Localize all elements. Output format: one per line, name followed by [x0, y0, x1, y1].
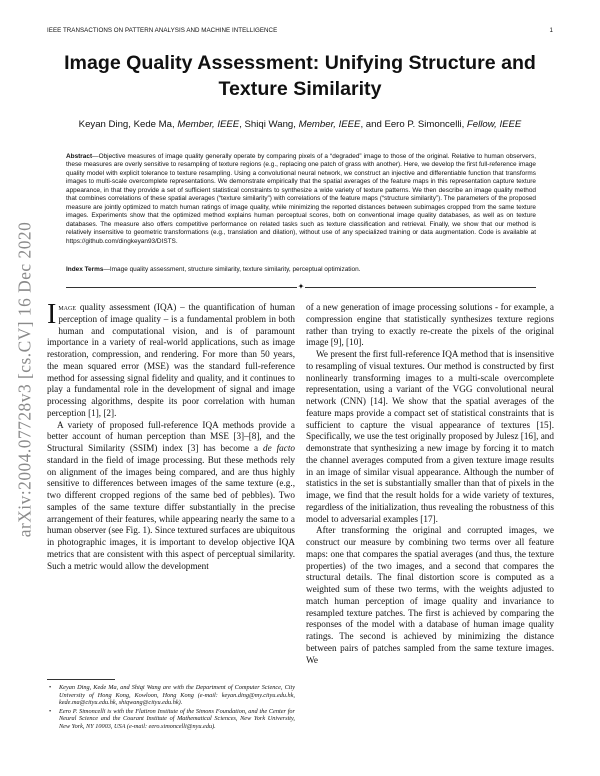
journal-name: IEEE TRANSACTIONS ON PATTERN ANALYSIS AND MACHINE INTELLIGENCE — [47, 27, 278, 34]
separator-diamond-icon: ✦ — [297, 282, 305, 291]
author-group-1: Keyan Ding, Kede Ma, — [78, 119, 178, 130]
abstract — [66, 153, 536, 246]
footnote-item: • Eero P. Simoncelli is with the Flatiron Institute of the Simons Foundation, and the Center for Neural Science and the Courant Institute of Mathematical Sciences, New York University, New York, NY 10003, USA (e-mail: eero.simoncelli@nyu.edu). — [47, 708, 295, 731]
footnote-rule — [47, 679, 115, 680]
author-group-2: , Shiqi Wang, — [239, 119, 299, 130]
intro-paragraph-1-text: quality assessment (IQA) – the quantification of human perception of image quality – is a fundamental problem in both human and computational vision, and is of paramount importance in a variety of real-world applications, such as image restoration, compression, and rendering. For more than 50 years, the mean squared error (MSE) was the standard full-reference method for assessing signal fidelity and quality, and it continues to play a fundamental role in the development of signal and image processing algorithms, despite its poor correlation with human perception [1], [2]. — [47, 302, 295, 418]
intro-paragraph-2-part-b: standard in the field of image processing. But these methods rely on alignment of the images being compared, and are thus highly sensitive to differences between images of the same texture (e.g., two different cropped regions of the same bed of pebbles). Two samples of the same texture differ substantially in the precise arrangement of their features, while appearing nearly the same to a human observer (see Fig. 1). Since textured surfaces are ubiquitous in photographic images, it is important to develop objective IQA metrics that are consistent with this aspect of perceptual similarity. Such a metric would allow the development — [47, 454, 295, 571]
author-role-1: Member, IEEE — [177, 119, 240, 130]
dropcap-letter: I — [47, 299, 57, 330]
arxiv-id: arXiv:2004.07728v3 [cs.CV] 16 Dec 2020 — [14, 221, 35, 537]
right-column — [306, 302, 554, 666]
index-terms-label: Index Terms — [66, 266, 104, 273]
author-role-3: Fellow, IEEE — [466, 119, 522, 130]
author-group-3: , and Eero P. Simoncelli, — [360, 119, 467, 130]
author-footnotes — [47, 684, 295, 731]
abstract-text: —Objective measures of image quality generally operate by comparing pixels of a “degraded” image to those of the original. Relative to human observers, these measures are overly sensitive to resampling of texture regions (e.g., replacing one patch of grass with another). Here, we develop the first full-reference image quality model with explicit tolerance to texture resampling. Using a convolutional neural network, we construct an injective and differentiable function that transforms images to multi-scale overcomplete representations. We demonstrate empirically that the spatial averages of the feature maps in this representation capture texture appearance, in that they provide a set of sufficient statistical constraints to synthesize a wide variety of texture patterns. We then describe an image quality method that combines correlations of these spatial averages (“texture similarity”) with correlations of the feature maps (“structure similarity”). The parameters of the proposed measure are jointly optimized to match human ratings of image quality, while minimizing the reported distances between subimages cropped from the same texture images. Experiments show that the optimized method explains human perceptual scores, both on conventional image quality databases, as well as on texture databases. The measure also offers competitive performance on related tasks such as texture classification and retrieval. Finally, we show that our method is relatively insensitive to geometric transformations (e.g., translation and dilation), without use of any specialized training or data augmentation. Code is available at https://github.com/dingkeyan93/DISTS. — [66, 153, 536, 245]
dropcap-word-rest: mage — [58, 302, 76, 312]
intro-paragraph-2 — [47, 420, 295, 573]
section-separator — [66, 284, 536, 290]
intro-paragraph-2-part-a: A variety of proposed full-reference IQA methods provide a better account of human perception than MSE [3]–[8], and the Structural Similarity (SSIM) index [3] has become a — [47, 419, 295, 453]
abstract-label: Abstract — [66, 153, 93, 160]
paper-title: Image Quality Assessment: Unifying Structure and Texture Similarity — [64, 52, 536, 100]
intro-paragraph-4: We present the first full-reference IQA method that is insensitive to resampling of visual textures. Our method is constructed by first nonlinearly transforming images to a multi-scale overcomplete representation, using a variant of the VGG convolutional neural network (CNN) [14]. We show that the spatial averages of the feature maps provide a compact set of statistical constraints that is sufficient to capture the visual appearance of textures [15]. Specifically, we use the test originally proposed by Julesz [16], and demonstrate that synthesizing a new image by forcing it to match the channel averages computed from a given texture image results in an image of similar visual appearance. Although the number of statistics in the set is substantially smaller than that of pixels in the image, we find that the result holds for a wide variety of textures, regardless of the initialization, thus revealing the robustness of this model to adversarial examples [17]. — [306, 349, 554, 524]
footnote-item: • Keyan Ding, Kede Ma, and Shiqi Wang are with the Department of Computer Science, City University of Hong Kong, Kowloon, Hong Kong (e-mail: keyan.ding@my.cityu.edu.hk, kede.ma@cityu.edu.hk, shiqwang@cityu.edu.hk). — [47, 684, 295, 707]
intro-paragraph-3: of a new generation of image processing solutions - for example, a compression engine that statistically synthesizes texture regions rather than trying to exactly re-create the pixels of the original image [9], [10]. — [306, 302, 554, 348]
arxiv-watermark — [11, 183, 39, 575]
page-number: 1 — [549, 27, 553, 34]
author-role-2: Member, IEEE — [298, 119, 361, 130]
running-header — [47, 27, 553, 37]
intro-paragraph-5: After transforming the original and corrupted images, we construct our measure by combining two terms over all feature maps: one that compares the spatial averages (and thus, the texture properties) of the two images, and a second that compares the structural details. The final distortion score is computed as a weighted sum of these two terms, with the weights adjusted to match human perception of image quality and invariance to resampled texture patches. The first is achieved by comparing the responses of the model with a database of human image quality ratings. The second is achieved by minimizing the distance between pairs of patches sampled from the same texture images. We — [306, 525, 554, 665]
index-terms — [66, 266, 536, 274]
intro-paragraph-2-italic: de facto — [263, 443, 295, 453]
intro-paragraph-1 — [47, 299, 295, 420]
author-list — [47, 119, 553, 130]
left-column — [47, 299, 295, 572]
index-terms-text: —Image quality assessment, structure similarity, texture similarity, perceptual optimization. — [103, 266, 361, 273]
